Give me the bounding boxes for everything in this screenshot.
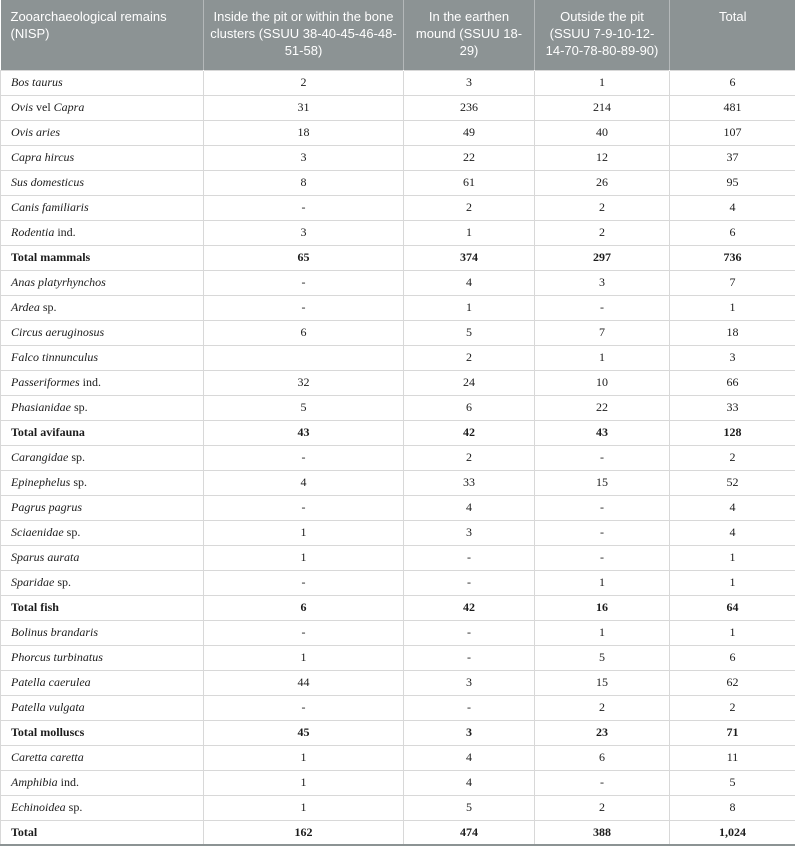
value-cell: 3 [404,70,535,95]
value-cell: 66 [670,370,795,395]
table-row [1,770,795,795]
value-cell: 6 [404,395,535,420]
value-cell: 1 [204,745,404,770]
header-row [1,0,795,70]
species-cell: Ovis aries [1,120,204,145]
value-cell: 481 [670,95,795,120]
value-cell: 95 [670,170,795,195]
species-cell: Sciaenidae sp. [1,520,204,545]
value-cell: 49 [404,120,535,145]
value-cell: 2 [404,345,535,370]
table-header [1,0,795,70]
value-cell: 1 [204,545,404,570]
value-cell: 44 [204,670,404,695]
table-body [1,70,795,845]
species-cell: Patella vulgata [1,695,204,720]
value-cell: 24 [404,370,535,395]
value-cell: 1 [404,295,535,320]
value-cell: 18 [670,320,795,345]
species-cell: Total [1,820,204,845]
value-cell: 1 [535,570,670,595]
table-row [1,295,795,320]
value-cell: 1 [535,345,670,370]
species-cell: Canis familiaris [1,195,204,220]
value-cell: - [204,445,404,470]
species-cell: Sus domesticus [1,170,204,195]
value-cell: 42 [404,595,535,620]
value-cell: - [404,570,535,595]
value-cell: 18 [204,120,404,145]
value-cell: - [535,770,670,795]
total-row [1,595,795,620]
value-cell: 1,024 [670,820,795,845]
table-row [1,270,795,295]
value-cell: 2 [535,795,670,820]
value-cell: 12 [535,145,670,170]
value-cell: 61 [404,170,535,195]
value-cell: - [204,620,404,645]
value-cell: 15 [535,670,670,695]
value-cell: - [204,270,404,295]
species-cell: Passeriformes ind. [1,370,204,395]
species-cell: Patella caerulea [1,670,204,695]
table-row [1,70,795,95]
value-cell: 65 [204,245,404,270]
table-row [1,470,795,495]
value-cell: 6 [670,220,795,245]
value-cell: - [404,695,535,720]
value-cell: - [204,295,404,320]
value-cell: 3 [404,520,535,545]
value-cell: 6 [204,595,404,620]
value-cell: 6 [670,645,795,670]
value-cell: 4 [204,470,404,495]
table-row [1,170,795,195]
value-cell: 62 [670,670,795,695]
value-cell: 374 [404,245,535,270]
total-row [1,420,795,445]
table-row [1,120,795,145]
value-cell: 3 [404,670,535,695]
column-header-total: Total [670,0,795,70]
value-cell: - [535,495,670,520]
value-cell: 33 [404,470,535,495]
table-row [1,520,795,545]
value-cell: 1 [670,570,795,595]
value-cell: 388 [535,820,670,845]
table-row [1,370,795,395]
value-cell: 4 [404,495,535,520]
table-row [1,745,795,770]
value-cell: 16 [535,595,670,620]
value-cell: 474 [404,820,535,845]
value-cell: 214 [535,95,670,120]
value-cell: - [535,545,670,570]
value-cell: - [204,195,404,220]
value-cell: 736 [670,245,795,270]
table-row [1,645,795,670]
value-cell: 1 [670,620,795,645]
species-cell: Bos taurus [1,70,204,95]
table-row [1,145,795,170]
value-cell: 6 [670,70,795,95]
table-row [1,545,795,570]
value-cell: 23 [535,720,670,745]
species-cell: Bolinus brandaris [1,620,204,645]
species-cell: Total fish [1,595,204,620]
value-cell: 1 [535,620,670,645]
value-cell: 236 [404,95,535,120]
table-row [1,220,795,245]
species-cell: Epinephelus sp. [1,470,204,495]
species-cell: Total mammals [1,245,204,270]
value-cell: 33 [670,395,795,420]
value-cell: 4 [404,745,535,770]
value-cell: 32 [204,370,404,395]
value-cell: 5 [204,395,404,420]
value-cell: 71 [670,720,795,745]
value-cell: 1 [204,795,404,820]
species-cell: Echinoidea sp. [1,795,204,820]
species-cell: Anas platyrhynchos [1,270,204,295]
value-cell: 2 [670,695,795,720]
species-cell: Rodentia ind. [1,220,204,245]
species-cell: Amphibia ind. [1,770,204,795]
value-cell: 128 [670,420,795,445]
value-cell: 45 [204,720,404,745]
table-row [1,195,795,220]
species-cell: Caretta caretta [1,745,204,770]
value-cell: - [535,445,670,470]
total-row [1,720,795,745]
value-cell: 6 [204,320,404,345]
value-cell: - [204,495,404,520]
table-row [1,345,795,370]
species-cell: Phasianidae sp. [1,395,204,420]
total-row [1,245,795,270]
value-cell: 7 [535,320,670,345]
species-cell: Ardea sp. [1,295,204,320]
value-cell: 2 [670,445,795,470]
value-cell: 4 [404,770,535,795]
value-cell: - [404,620,535,645]
value-cell: 42 [404,420,535,445]
species-cell: Circus aeruginosus [1,320,204,345]
value-cell: 26 [535,170,670,195]
table-row [1,695,795,720]
table-row [1,395,795,420]
value-cell: 5 [404,795,535,820]
value-cell: 3 [670,345,795,370]
species-cell: Ovis vel Capra [1,95,204,120]
value-cell: 43 [204,420,404,445]
column-header-earthen-mound: In the earthen mound (SSUU 18-29) [404,0,535,70]
total-row [1,820,795,845]
value-cell: 2 [535,220,670,245]
species-cell: Total avifauna [1,420,204,445]
table-row [1,670,795,695]
value-cell: 37 [670,145,795,170]
value-cell: 1 [670,545,795,570]
value-cell: 40 [535,120,670,145]
value-cell: 1 [535,70,670,95]
value-cell: 52 [670,470,795,495]
value-cell: 2 [404,445,535,470]
value-cell: 1 [204,520,404,545]
value-cell: - [204,570,404,595]
value-cell: - [404,545,535,570]
species-cell: Phorcus turbinatus [1,645,204,670]
value-cell: 107 [670,120,795,145]
value-cell: 6 [535,745,670,770]
value-cell: 2 [404,195,535,220]
value-cell: 5 [535,645,670,670]
table-row [1,570,795,595]
table-row [1,320,795,345]
value-cell: 5 [404,320,535,345]
value-cell: - [535,520,670,545]
value-cell: 1 [404,220,535,245]
value-cell [204,345,404,370]
species-cell: Carangidae sp. [1,445,204,470]
species-cell: Falco tinnunculus [1,345,204,370]
value-cell: 43 [535,420,670,445]
value-cell: - [204,695,404,720]
value-cell: 22 [404,145,535,170]
value-cell: 15 [535,470,670,495]
table-row [1,795,795,820]
value-cell: 7 [670,270,795,295]
value-cell: 4 [670,520,795,545]
value-cell: 4 [670,495,795,520]
species-cell: Total molluscs [1,720,204,745]
table-row [1,620,795,645]
value-cell: 10 [535,370,670,395]
value-cell: 2 [535,695,670,720]
column-header-species: Zooarchaeological remains (NISP) [1,0,204,70]
table-row [1,495,795,520]
value-cell: 3 [404,720,535,745]
value-cell: 4 [404,270,535,295]
value-cell: 3 [204,220,404,245]
species-cell: Sparus aurata [1,545,204,570]
value-cell: 8 [670,795,795,820]
table-row [1,445,795,470]
species-cell: Sparidae sp. [1,570,204,595]
value-cell: 1 [670,295,795,320]
value-cell: 64 [670,595,795,620]
value-cell: 31 [204,95,404,120]
value-cell: - [535,295,670,320]
column-header-outside-pit: Outside the pit (SSUU 7-9-10-12-14-70-78-80-89-90) [535,0,670,70]
value-cell: 4 [670,195,795,220]
value-cell: 297 [535,245,670,270]
value-cell: 3 [535,270,670,295]
value-cell: 3 [204,145,404,170]
column-header-inside-pit: Inside the pit or within the bone clusters (SSUU 38-40-45-46-48-51-58) [204,0,404,70]
value-cell: 5 [670,770,795,795]
table-row [1,95,795,120]
value-cell: 22 [535,395,670,420]
value-cell: - [404,645,535,670]
value-cell: 8 [204,170,404,195]
value-cell: 1 [204,645,404,670]
species-cell: Pagrus pagrus [1,495,204,520]
value-cell: 162 [204,820,404,845]
value-cell: 11 [670,745,795,770]
value-cell: 2 [535,195,670,220]
value-cell: 2 [204,70,404,95]
value-cell: 1 [204,770,404,795]
species-cell: Capra hircus [1,145,204,170]
